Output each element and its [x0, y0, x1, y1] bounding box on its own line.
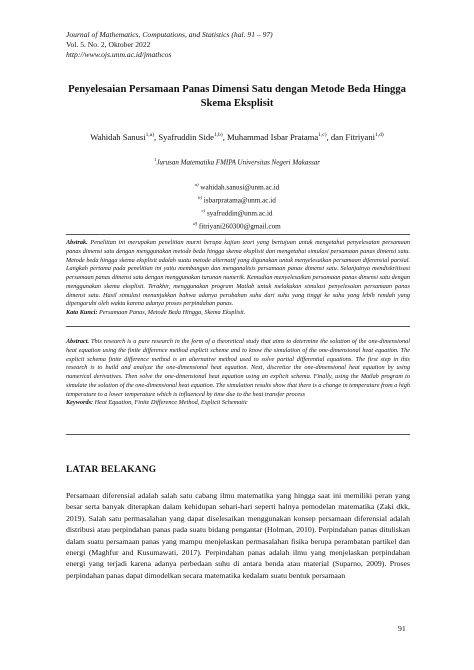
email-sup: c): [201, 207, 206, 213]
keywords-text: Heat Equation, Finite Difference Method, Explicit Schematic: [93, 399, 248, 407]
author-sup: 1,b): [213, 132, 223, 139]
email-line: [40, 180, 434, 193]
journal-name: Journal of Mathematics, Computations, and Statistics (hal. 91 – 97): [66, 30, 273, 39]
abstract-label: Abstrak.: [66, 239, 88, 246]
email-list: [40, 180, 434, 232]
journal-volume: Vol. 5. No. 2, Oktober 2022: [66, 40, 151, 49]
email-address[interactable]: syafruddin@unm.ac.id: [206, 209, 273, 218]
divider: [66, 234, 410, 235]
author-name: Syafruddin Side: [158, 132, 214, 142]
affiliation-sup: 1: [154, 157, 157, 162]
affiliation: [40, 157, 434, 166]
email-address[interactable]: isbarpratama@unm.ac.id: [203, 196, 276, 205]
author-sup: 1,c): [318, 132, 327, 139]
keywords-label: Keywords:: [66, 399, 94, 407]
keywords-label: Kata Kunci:: [66, 309, 98, 316]
abstract-label: Abstract.: [66, 338, 90, 345]
keywords-line: [66, 399, 410, 408]
email-address[interactable]: fitriyani260300@gmail.com: [198, 222, 281, 231]
email-line: [40, 193, 434, 206]
body-paragraph: Persamaan diferensial adalah salah satu cabang ilmu matematika yang hingga saat ini memiliki peran yang besar serta banyak diterapkan dalam kehidupan sehari-hari seperti halnya pemodelan matematika (Zaki dkk, 2019). Salah satu permasalahan yang dapat diselesaikan menggunakan konsep persamaan diferensial adalah distribusi atau perpindahan panas pada suatu bidang pengantar (Holman, 2010). Perpindahan panas dituliskan dalam suatu persamaan panas yang mampu menjelaskan permasalahan fisika berupa perambatan partikel dan energi (Maghfur and Kusumawati, 2017). Perpindahan panas adalah ilmu yang menjelaskan perpindahan energi yang terjadi karena adanya perbedaan suhu di antara benda atau material (Suparno, 2009). Proses perpindahan panas dapat dimodelkan secara matematika kedalam suatu bentuk persamaan: [66, 491, 410, 580]
author-sup: 1,d): [375, 132, 384, 139]
divider: [66, 434, 410, 435]
journal-url[interactable]: http://www.ojs.unm.ac.id/jmathcos: [66, 50, 172, 59]
abstract-body: [66, 239, 410, 309]
abstract-english: [66, 338, 410, 408]
keywords-text: Persamaan Panas, Metode Beda Hingga, Skema Eksplisit.: [97, 309, 246, 316]
email-address[interactable]: wahidah.sanusi@unm.ac.id: [200, 183, 280, 192]
keywords-line: [66, 309, 410, 318]
author-name: Fitriyani: [345, 132, 376, 142]
section-heading: LATAR BELAKANG: [66, 465, 157, 475]
author-name: Wahidah Sanusi: [90, 132, 146, 142]
divider: [66, 326, 410, 327]
author-name: Muhammad Isbar Pratama: [226, 132, 319, 142]
email-sup: d): [193, 220, 198, 226]
page-number: 91: [398, 624, 406, 633]
author-separator: , dan: [326, 132, 346, 142]
abstract-text: This research is a pure research in the form of a theoretical study that aims to determine the solution of the one-dimensional heat equation using the finite difference method explicit scheme and to know the simulation of the one-dimensional heat equation. The explicit schema finite difference method is an alternative method used to solve partial differential equations. The first step in this research is to build and analyze the one-dimensional heat equation. Next, discretize the one-dimensional heat equation by using numerical derivatives. Then solve the one-dimensional heat equation using an explicit schema. Finally, using the Matlab program to simulate the solution of the one-dimensional heat equation. The simulation results show that there is a change in temperature from a high temperature to a lower temperature which is influenced by time due to the heat transfer process: [66, 338, 410, 398]
journal-header: [66, 30, 273, 60]
email-line: [40, 206, 434, 219]
author-list: [30, 132, 444, 142]
email-sup: a): [194, 182, 199, 187]
author-sup: 1,a): [145, 132, 155, 139]
abstract-body: [66, 338, 410, 399]
affiliation-text: Jurusan Matematika FMIPA Universitas Negeri Makassar: [156, 158, 320, 167]
paper-title: Penyelesaian Persamaan Panas Dimensi Satu dengan Metode Beda Hingga Skema Eksplisit: [68, 84, 406, 109]
email-sup: b): [198, 194, 202, 200]
author-separator: ,: [154, 132, 159, 142]
author-separator: ,: [222, 132, 227, 142]
abstract-indonesian: [66, 239, 410, 318]
abstract-text: Penelitian ini merupakan penelitian murni berupa kajian teori yang bertujuan untuk mengetahui penyelesaian persamaan panas dimensi satu dengan menggunakan metode beda hingga skema eksplisit dan mengetahui simulasi persamaan panas dimensi satu. Metode beda hingga skema eksplisit adalah suatu metode alternatif yang digunakan untuk menyelesaikan persamaan diferensial parsial. Langkah pertama pada penelitian ini yaitu membangun dan menganalisis persamaan panas dimensi satu. Selanjutnya mendiskritisasi persamaan panas dimensi satu dengan menggunakan turunan numerik. Kemudian menyelesaikan persamaan panas dimensi satu dengan menggunakan skema eksplisit. Terakhir, menggunakan program Matlab untuk melakukan simulasi penyelesaian persamaan panas dimensi satu. Hasil simulasi menunjukkan bahwa adanya perubahan suhu dari suhu yang tinggi ke suhu yang lebih rendah yang dipengaruhi oleh waktu karena adanya proses perpindahan panas.: [66, 239, 410, 308]
email-line: [40, 219, 434, 232]
